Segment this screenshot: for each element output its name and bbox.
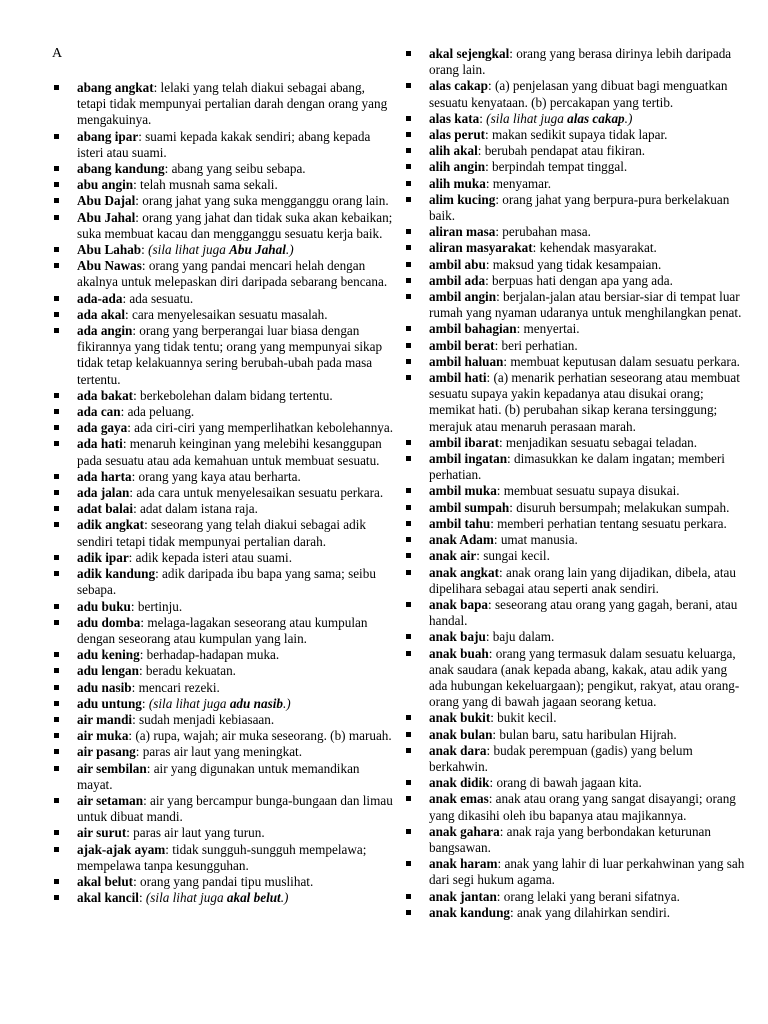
idiom-entry xyxy=(48,242,396,258)
idiom-definition: : budak perempuan (gadis) yang belum berkahwin. xyxy=(429,742,693,774)
idiom-definition: : (a) menarik perhatian seseorang atau membuat sesuatu supaya yakin kepadanya atau disukai orang; memikat hati. (b) perubahan sikap kerana tersinggung; merajuk atau menaruh perasaan marah. xyxy=(429,370,740,434)
idiom-term: ambil tahu xyxy=(429,515,491,531)
idiom-term: ambil sumpah xyxy=(429,499,510,515)
idiom-entry xyxy=(400,143,746,159)
idiom-entry xyxy=(48,193,396,209)
idiom-term: aliran masa xyxy=(429,224,496,240)
idiom-definition: : ada cara untuk menyelesaikan sesuatu perkara. xyxy=(129,485,384,501)
idiom-definition: : melaga-lagakan seseorang atau kumpulan dengan seseorang atau kumpulan yang lain. xyxy=(77,614,368,646)
idiom-entry xyxy=(48,825,396,841)
idiom-term: ambil angin xyxy=(429,289,497,305)
idiom-definition: : xyxy=(141,242,149,258)
idiom-definition: : orang yang jahat dan tidak suka akan kebaikan; suka membuat kacau dan mengganggu sesuatu kerja baik. xyxy=(77,209,393,241)
idiom-term: adu lengan xyxy=(77,663,139,679)
section-letter: A xyxy=(52,46,63,61)
idiom-definition: : menyertai. xyxy=(516,321,580,337)
idiom-entry xyxy=(400,224,746,240)
idiom-definition: : sudah menjadi kebiasaan. xyxy=(132,711,275,727)
idiom-term: abu angin xyxy=(77,177,134,193)
idiom-term: Abu Jahal xyxy=(77,209,136,225)
idiom-term: adu untung xyxy=(77,695,142,711)
idiom-term: Abu Nawas xyxy=(77,258,142,274)
idiom-definition: : berpuas hati dengan apa yang ada. xyxy=(485,272,673,288)
idiom-definition: : menjadikan sesuatu sebagai teladan. xyxy=(498,434,698,450)
idiom-definition: : lelaki yang telah diakui sebagai abang, tetapi tidak mempunyai pertalian darah dengan orang yang mengakuinya. xyxy=(77,80,388,128)
idiom-term: ambil ibarat xyxy=(429,434,499,450)
idiom-entry xyxy=(400,111,746,127)
idiom-term: ada jalan xyxy=(77,485,130,501)
idiom-entry xyxy=(48,728,396,744)
idiom-definition: : adik kepada isteri atau suami. xyxy=(128,549,292,565)
idiom-term: ambil hati xyxy=(429,370,487,386)
idiom-definition: : abang yang seibu sebapa. xyxy=(164,161,306,177)
idiom-entry xyxy=(400,78,746,110)
idiom-definition: : disuruh bersumpah; melakukan sumpah. xyxy=(509,499,730,515)
idiom-definition: : seseorang yang telah diakui sebagai adik sendiri tetapi tidak mempunyai pertalian darah. xyxy=(77,517,366,549)
idiom-definition: : makan sedikit supaya tidak lapar. xyxy=(485,127,668,143)
idiom-entry xyxy=(400,565,746,597)
idiom-term: adu kening xyxy=(77,647,140,663)
idiom-entry xyxy=(400,597,746,629)
idiom-entry xyxy=(400,273,746,289)
idiom-entry xyxy=(400,289,746,321)
idiom-definition: : adat dalam istana raja. xyxy=(133,501,258,517)
idiom-entry xyxy=(48,793,396,825)
idiom-term: anak gahara xyxy=(429,823,500,839)
entry-list-right xyxy=(400,46,746,921)
idiom-entry xyxy=(48,501,396,517)
idiom-entry xyxy=(48,680,396,696)
idiom-term: anak buah xyxy=(429,645,489,661)
cross-reference-suffix: .) xyxy=(282,695,291,711)
idiom-entry xyxy=(400,548,746,564)
idiom-term: ambil ingatan xyxy=(429,451,508,467)
idiom-definition: : perubahan masa. xyxy=(495,224,591,240)
idiom-entry xyxy=(48,566,396,598)
idiom-entry xyxy=(48,129,396,161)
idiom-term: air setaman xyxy=(77,792,144,808)
idiom-entry xyxy=(400,710,746,726)
idiom-entry xyxy=(48,550,396,566)
idiom-term: Abu Dajal xyxy=(77,193,136,209)
idiom-term: alih akal xyxy=(429,143,478,159)
idiom-definition: : menaruh keinginan yang melebihi kesanggupan pada sesuatu atau ada kemahuan untuk membuat sesuatu. xyxy=(77,436,382,468)
idiom-term: anak emas xyxy=(429,791,489,807)
idiom-term: abang angkat xyxy=(77,80,154,95)
idiom-entry xyxy=(400,824,746,856)
idiom-term: anak angkat xyxy=(429,564,499,580)
idiom-term: ada can xyxy=(77,404,121,420)
idiom-definition: : bukit kecil. xyxy=(490,710,557,726)
idiom-term: anak Adam xyxy=(429,532,494,548)
idiom-definition: : bertinju. xyxy=(130,598,183,614)
idiom-term: ambil berat xyxy=(429,337,495,353)
idiom-term: ajak-ajak ayam xyxy=(77,841,166,857)
idiom-term: anak bapa xyxy=(429,596,489,612)
idiom-entry xyxy=(48,874,396,890)
idiom-entry xyxy=(48,210,396,242)
idiom-definition: : berjalan-jalan atau bersiar-siar di tempat luar rumah yang nyaman udaranya untuk menghilangkan penat. xyxy=(429,289,742,321)
idiom-entry xyxy=(400,257,746,273)
idiom-definition: : ada sesuatu. xyxy=(122,290,194,306)
idiom-definition: : anak orang lain yang dijadikan, dibela, atau dipelihara sebagai atau seperti anak sendiri. xyxy=(429,564,736,596)
idiom-definition: : orang yang termasuk dalam sesuatu keluarga, anak saudara (anak kepada abang, kakak, atau adik yang ada hubungan kekeluargaan); pengikut, rakyat, atau orang-orang yang di bawah jagaan seorang ketua. xyxy=(429,645,740,710)
idiom-term: abang kandung xyxy=(77,161,165,177)
cross-reference-term: akal belut xyxy=(226,890,281,906)
idiom-definition: : maksud yang tidak kesampaian. xyxy=(485,256,662,272)
idiom-definition: : beradu kekuatan. xyxy=(138,663,236,679)
idiom-entry xyxy=(48,307,396,323)
idiom-entry xyxy=(48,761,396,793)
idiom-term: air mandi xyxy=(77,711,133,727)
idiom-entry xyxy=(48,615,396,647)
idiom-entry xyxy=(48,485,396,501)
idiom-term: adu nasib xyxy=(77,679,132,695)
idiom-term: Abu Lahab xyxy=(77,242,142,258)
idiom-entry xyxy=(48,696,396,712)
idiom-term: ada akal xyxy=(77,306,126,322)
idiom-term: alas perut xyxy=(429,127,486,143)
cross-reference-suffix: .) xyxy=(280,890,289,906)
idiom-definition: : beri perhatian. xyxy=(494,337,578,353)
idiom-entry xyxy=(400,483,746,499)
idiom-term: anak air xyxy=(429,548,477,564)
idiom-entry xyxy=(48,420,396,436)
idiom-term: adu buku xyxy=(77,598,131,614)
idiom-definition: : orang jahat yang berpura-pura berkelakuan baik. xyxy=(429,191,730,224)
idiom-definition: : ada peluang. xyxy=(120,404,195,420)
cross-reference-term: alas cakap xyxy=(567,110,625,126)
idiom-definition: : anak yang dilahirkan sendiri. xyxy=(510,904,671,920)
idiom-entry xyxy=(400,176,746,192)
entry-list-left xyxy=(48,80,396,906)
idiom-term: aliran masyarakat xyxy=(429,240,533,256)
idiom-definition: : dimasukkan ke dalam ingatan; memberi perhatian. xyxy=(429,451,725,483)
cross-reference-suffix: .) xyxy=(624,110,633,126)
idiom-definition: : berubah pendapat atau fikiran. xyxy=(477,143,646,159)
cross-reference-prefix: (sila lihat juga xyxy=(486,110,568,126)
idiom-term: adat balai xyxy=(77,501,134,517)
idiom-definition: : seseorang atau orang yang gagah, berani, atau handal. xyxy=(429,596,738,629)
idiom-entry xyxy=(48,842,396,874)
idiom-entry xyxy=(400,240,746,256)
idiom-entry xyxy=(48,436,396,468)
idiom-term: akal belut xyxy=(77,873,134,889)
idiom-entry xyxy=(400,727,746,743)
idiom-entry xyxy=(400,338,746,354)
idiom-definition: : bulan baru, satu haribulan Hijrah. xyxy=(492,726,677,742)
idiom-term: adik kandung xyxy=(77,566,156,582)
idiom-definition: : berpindah tempat tinggal. xyxy=(485,159,628,175)
idiom-definition: : berhadap-hadapan muka. xyxy=(139,647,280,663)
idiom-entry xyxy=(400,354,746,370)
cross-reference-term: Abu Jahal xyxy=(229,242,286,258)
idiom-term: ambil bahagian xyxy=(429,321,517,337)
idiom-entry xyxy=(400,321,746,337)
idiom-definition: : sungai kecil. xyxy=(476,548,550,564)
idiom-term: alim kucing xyxy=(429,191,496,207)
idiom-entry xyxy=(400,451,746,483)
idiom-term: air pasang xyxy=(77,744,136,760)
cross-reference-suffix: .) xyxy=(285,242,294,258)
idiom-term: anak didik xyxy=(429,775,490,791)
idiom-term: alas cakap xyxy=(429,78,488,94)
idiom-definition: : orang yang berasa dirinya lebih daripada orang lain. xyxy=(429,46,732,78)
idiom-definition: : adik daripada ibu bapa yang sama; seibu sebapa. xyxy=(77,566,376,598)
idiom-definition: : anak yang lahir di luar perkahwinan yang sah dari segi hukum agama. xyxy=(429,856,745,888)
idiom-definition: : menyamar. xyxy=(485,175,551,191)
idiom-entry xyxy=(400,532,746,548)
idiom-term: anak dara xyxy=(429,742,487,758)
idiom-entry xyxy=(48,291,396,307)
cross-reference-prefix: (sila lihat juga xyxy=(148,242,230,258)
idiom-definition: : (a) rupa, wajah; air muka seseorang. (b) maruah. xyxy=(128,728,392,744)
idiom-entry xyxy=(400,500,746,516)
idiom-term: ada angin xyxy=(77,323,133,339)
idiom-entry xyxy=(400,889,746,905)
idiom-term: abang ipar xyxy=(77,128,139,144)
cross-reference-prefix: (sila lihat juga xyxy=(145,890,227,906)
idiom-definition: : telah musnah sama sekali. xyxy=(133,177,278,193)
idiom-term: alas kata xyxy=(429,110,480,126)
idiom-entry xyxy=(400,629,746,645)
idiom-entry xyxy=(400,46,746,78)
idiom-term: ambil muka xyxy=(429,483,497,499)
idiom-term: ambil haluan xyxy=(429,353,504,369)
idiom-entry xyxy=(48,663,396,679)
cross-reference-prefix: (sila lihat juga xyxy=(148,695,230,711)
idiom-entry xyxy=(400,370,746,435)
idiom-entry xyxy=(400,743,746,775)
idiom-entry xyxy=(400,516,746,532)
idiom-entry xyxy=(48,890,396,906)
idiom-definition: : memberi perhatian tentang sesuatu perkara. xyxy=(490,515,727,531)
idiom-term: ada harta xyxy=(77,468,132,484)
idiom-definition: : paras air laut yang meningkat. xyxy=(135,744,303,760)
idiom-entry xyxy=(400,435,746,451)
idiom-term: adik ipar xyxy=(77,549,129,565)
idiom-definition: : orang yang pandai mencari helah dengan akalnya untuk melepaskan diri daripada sebarang bencana. xyxy=(77,258,388,290)
idiom-definition: : berkebolehan dalam bidang tertentu. xyxy=(133,387,333,403)
idiom-term: anak bukit xyxy=(429,710,491,726)
idiom-entry xyxy=(48,80,396,129)
idiom-definition: : tidak sungguh-sungguh mempelawa; mempelawa tanpa kesungguhan. xyxy=(77,841,367,873)
idiom-term: ada bakat xyxy=(77,387,134,403)
idiom-definition: : paras air laut yang turun. xyxy=(126,825,265,841)
idiom-entry xyxy=(48,404,396,420)
idiom-entry xyxy=(400,856,746,888)
idiom-entry xyxy=(48,744,396,760)
idiom-definition: : orang jahat yang suka mengganggu orang lain. xyxy=(135,193,389,209)
idiom-definition: : air yang bercampur bunga-bungaan dan limau untuk dibuat mandi. xyxy=(77,792,393,825)
idiom-definition: : anak raja yang berbondakan keturunan bangsawan. xyxy=(429,823,711,855)
idiom-definition: : orang yang pandai tipu muslihat. xyxy=(133,873,314,889)
idiom-term: anak bulan xyxy=(429,726,493,742)
idiom-definition: : membuat keputusan dalam sesuatu perkara. xyxy=(503,353,740,369)
idiom-entry xyxy=(48,177,396,193)
idiom-term: anak baju xyxy=(429,629,486,645)
idiom-definition: : cara menyelesaikan sesuatu masalah. xyxy=(125,306,328,322)
idiom-definition: : ada ciri-ciri yang memperlihatkan kebolehannya. xyxy=(127,420,394,436)
cross-reference-term: adu nasib xyxy=(229,695,283,711)
idiom-entry xyxy=(48,517,396,549)
idiom-definition: : orang yang kaya atau berharta. xyxy=(131,468,301,484)
idiom-entry xyxy=(48,469,396,485)
idiom-term: ada gaya xyxy=(77,420,128,436)
idiom-entry xyxy=(48,647,396,663)
idiom-entry xyxy=(400,127,746,143)
idiom-entry xyxy=(48,599,396,615)
idiom-definition: : orang di bawah jagaan kita. xyxy=(489,775,642,791)
idiom-term: alih muka xyxy=(429,175,486,191)
idiom-definition: : membuat sesuatu supaya disukai. xyxy=(496,483,680,499)
idiom-definition: : anak atau orang yang sangat disayangi; orang yang dikasihi oleh ibu bapanya atau majikannya. xyxy=(429,791,736,823)
idiom-definition: : xyxy=(141,695,149,711)
idiom-entry xyxy=(48,161,396,177)
idiom-term: adik angkat xyxy=(77,517,145,533)
idiom-definition: : xyxy=(138,890,146,906)
idiom-term: akal kancil xyxy=(77,890,139,906)
idiom-term: air sembilan xyxy=(77,760,147,776)
idiom-term: anak jantan xyxy=(429,888,497,904)
idiom-term: akal sejengkal xyxy=(429,46,510,61)
idiom-term: air muka xyxy=(77,728,129,744)
idiom-definition: : orang lelaki yang berani sifatnya. xyxy=(496,888,680,904)
idiom-entry xyxy=(400,791,746,823)
idiom-term: ambil ada xyxy=(429,272,486,288)
idiom-term: ambil abu xyxy=(429,256,486,272)
idiom-definition: : kehendak masyarakat. xyxy=(532,240,657,256)
idiom-term: adu domba xyxy=(77,614,141,630)
idiom-definition: : umat manusia. xyxy=(493,532,578,548)
idiom-entry xyxy=(400,646,746,711)
idiom-entry xyxy=(400,775,746,791)
idiom-entry xyxy=(48,388,396,404)
idiom-term: ada-ada xyxy=(77,290,123,306)
idiom-term: air surut xyxy=(77,825,127,841)
idiom-entry xyxy=(400,905,746,921)
idiom-definition: : (a) penjelasan yang dibuat bagi menguatkan sesuatu kenyataan. (b) percakapan yang tertib. xyxy=(429,78,728,110)
idiom-term: alih angin xyxy=(429,159,486,175)
idiom-entry xyxy=(48,258,396,290)
idiom-definition: : suami kepada kakak sendiri; abang kepada isteri atau suami. xyxy=(77,128,371,160)
idiom-definition: : baju dalam. xyxy=(485,629,555,645)
idiom-definition: : mencari rezeki. xyxy=(131,679,220,695)
idiom-definition: : orang yang berperangai luar biasa dengan fikirannya yang tidak tentu; orang yang mempunyai sikap tidak tetap kelakuannya sering berubah-ubah pada masa tertentu. xyxy=(77,323,383,387)
idiom-entry xyxy=(400,159,746,175)
idiom-term: anak kandung xyxy=(429,904,511,920)
idiom-term: anak haram xyxy=(429,856,498,872)
idiom-entry xyxy=(48,712,396,728)
idiom-term: ada hati xyxy=(77,436,123,452)
idiom-definition: : xyxy=(479,110,487,126)
idiom-entry xyxy=(48,323,396,388)
idiom-entry xyxy=(400,192,746,224)
idiom-definition: : air yang digunakan untuk memandikan mayat. xyxy=(77,760,360,792)
